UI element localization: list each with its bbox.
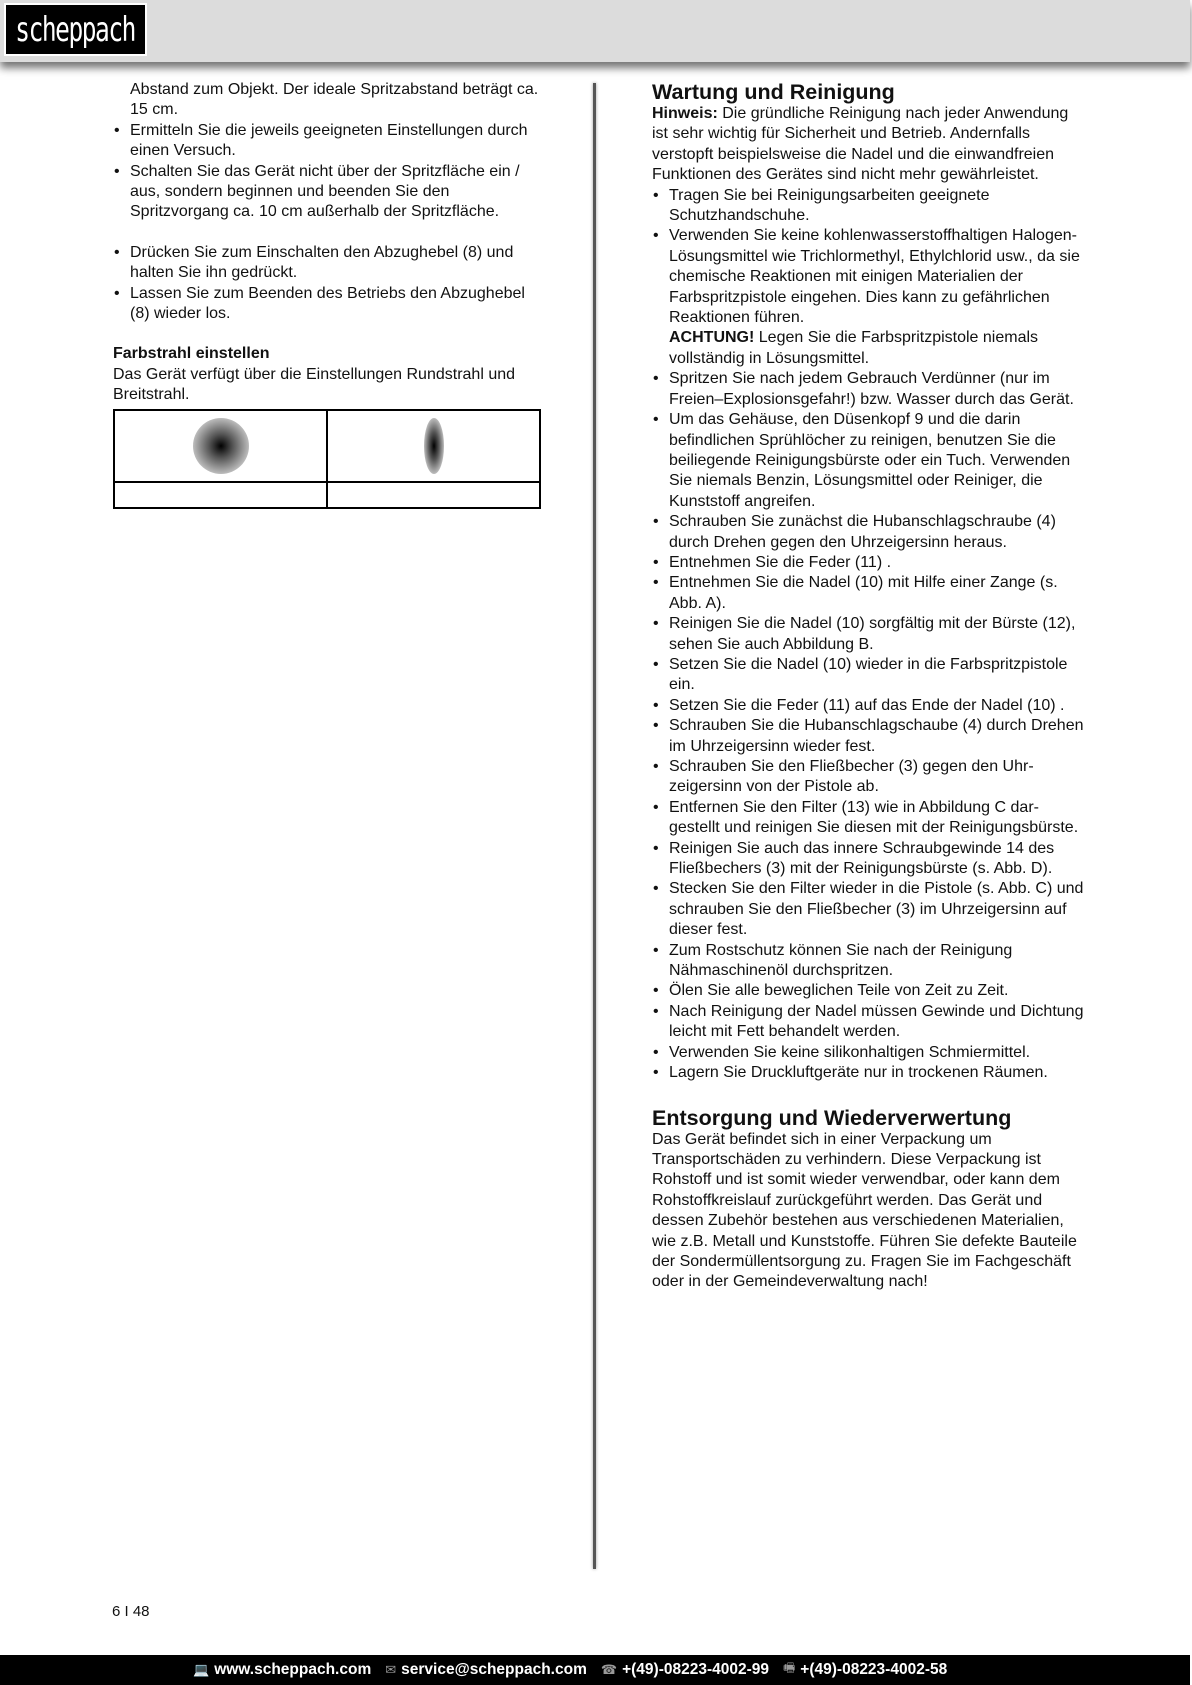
phone-icon: ☎ (600, 1662, 618, 1677)
list-item: • Schrauben Sie zunächst die Hubanschlagschraube (4) durch Drehen gegen den Uhrzeigersinn heraus. (652, 512, 1084, 553)
fax-icon: 🖷 (783, 1660, 796, 1675)
column-divider (593, 83, 596, 1569)
footer-bar (0, 1655, 1190, 1685)
mail-icon: ✉ (385, 1662, 397, 1677)
footer-fax: 🖷 +(49)-08223-4002-58 (783, 1659, 947, 1681)
list-item: • Drücken Sie zum Einschalten den Abzughebel (8) und halten Sie ihn gedrückt. (113, 243, 543, 284)
footer-email[interactable]: ✉ service@scheppach.com (385, 1661, 587, 1678)
list-item: • Ölen Sie alle beweglichen Teile von Zeit zu Zeit. (652, 981, 1084, 1001)
spray-cell-flat (327, 410, 540, 482)
list-item: • Setzen Sie die Feder (11) auf das Ende der Nadel (10) . (652, 696, 1084, 716)
list-item: • Stecken Sie den Filter wieder in die Pistole (s. Abb. C) und schrauben Sie den Fließbecher (3) im Uhrzeigersinn auf dieser fest. (652, 879, 1084, 940)
list-item: • Entfernen Sie den Filter (13) wie in Abbildung C dargestellt und reinigen Sie diesen mit der Reinigungsbürste. (652, 798, 1084, 839)
footer-website[interactable]: 💻 www.scheppach.com (193, 1661, 372, 1678)
list-item: • Reinigen Sie die Nadel (10) sorgfältig mit der Bürste (12), sehen Sie auch Abbildung B. (652, 614, 1084, 655)
right-column (652, 80, 1084, 1293)
page-header (0, 0, 1190, 62)
round-spray-pattern-icon (193, 418, 249, 474)
flat-spray-pattern-icon (424, 418, 444, 474)
bullet-list-a (113, 121, 543, 223)
note-text: Die gründliche Reinigung nach jeder Anwendung ist sehr wichtig für Sicherheit und Betrieb. Andernfalls verstopft beispielsweise die Nadel und die einwandfreien Funktionen des Gerätes sind nicht mehr gewährleistet. (652, 105, 1069, 184)
warning-label: ACHTUNG! (669, 329, 755, 347)
list-item: • Verwenden Sie keine kohlenwasserstoffhaltigen Halogen-Lösungsmittel wie Trichlormethyl, Ethylchlorid usw., da sie chemische Reaktionen mit einigen Materialien der Farbspritzpistole eingehen. Dies kann zu gefährlichen Reaktionen führen. ACHTUNG! Legen Sie die Farbspritzpistole niemals vollständig in Lösungsmittel. (652, 226, 1084, 369)
list-item: • Spritzen Sie nach jedem Gebrauch Verdünner (nur im Freien–Explosionsgefahr!) bzw. Wasser durch das Gerät. (652, 369, 1084, 410)
left-column (113, 80, 543, 509)
list-item: • Um das Gehäuse, den Düsenkopf 9 und die darin befindlichen Sprühlöcher zu reinigen, benutzen Sie die beiliegende Reinigungsbürste oder ein Tuch. Verwenden Sie niemals Benzin, Lösungsmittel oder Reiniger, die Kunststoff angreifen. (652, 410, 1084, 512)
warning-text: Legen Sie die Farbspritzpistole niemals vollständig in Lösungsmittel. (669, 329, 1039, 367)
list-item: • Lagern Sie Druckluftgeräte nur in trockenen Räumen. (652, 1063, 1084, 1083)
note-paragraph (652, 104, 1084, 186)
list-item: • Tragen Sie bei Reinigungsarbeiten geeignete Schutzhandschuhe. (652, 186, 1084, 227)
list-item: • Setzen Sie die Nadel (10) wieder in die Farbspritzpistole ein. (652, 655, 1084, 696)
computer-icon: 💻 (193, 1662, 210, 1677)
list-item: • Schrauben Sie den Fließbecher (3) gegen den Uhrzeigersinn von der Pistole ab. (652, 757, 1084, 798)
bullet-list-b (113, 243, 543, 325)
logo-text: scheppach (15, 9, 136, 50)
list-item: • Schalten Sie das Gerät nicht über der Spritzfläche ein / aus, sondern beginnen und beenden Sie den Spritzvorgang ca. 10 cm außerhalb der Spritzfläche. (113, 162, 543, 223)
footer-phone: ☎ +(49)-08223-4002-99 (600, 1661, 770, 1678)
section-title-entsorgung: Entsorgung und Wiederverwertung (652, 1105, 1012, 1130)
list-item: • Entnehmen Sie die Nadel (10) mit Hilfe einer Zange (s. Abb. A). (652, 573, 1084, 614)
spray-label-round (114, 482, 327, 508)
maintenance-list (652, 186, 1084, 1084)
page-number: 6 I 48 (112, 1603, 150, 1620)
section-title-wartung: Wartung und Reinigung (652, 80, 895, 104)
list-item: • Entnehmen Sie die Feder (11) . (652, 553, 1084, 573)
disposal-paragraph: Das Gerät befindet sich in einer Verpackung um Transportschäden zu verhindern. Diese Verpackung ist Rohstoff und ist somit wieder verwendbar, oder kann dem Rohstoffkreislauf zurückgeführt werden. Das Gerät und dessen Zubehör bestehen aus verschiedenen Materialien, wie z.B. Metall und Kunststoffe. Führen Sie defekte Bauteile der Sondermüllentsorgung zu. Fragen Sie im Fachgeschäft oder in der Gemeindeverwaltung nach! (652, 1130, 1077, 1291)
list-item: • Nach Reinigung der Nadel müssen Gewinde und Dichtung leicht mit Fett behandelt werden. (652, 1002, 1084, 1043)
continuation-text: Abstand zum Objekt. Der ideale Spritzabstand beträgt ca. 15 cm. (130, 81, 539, 119)
list-item: • Lassen Sie zum Beenden des Betriebs den Abzughebel (8) wieder los. (113, 284, 543, 325)
list-item: • Reinigen Sie auch das innere Schraubgewinde 14 des Fließbechers (3) mit der Reinigungsbürste (s. Abb. D). (652, 839, 1084, 880)
list-item: • Zum Rostschutz können Sie nach der Reinigung Nähmaschinenöl durchspritzen. (652, 941, 1084, 982)
list-item: • Verwenden Sie keine silikonhaltigen Schmiermittel. (652, 1043, 1084, 1063)
note-label: Hinweis: (652, 105, 718, 122)
list-item: • Schrauben Sie die Hubanschlagschaube (4) durch Drehen im Uhrzeigersinn wieder fest. (652, 716, 1084, 757)
spray-pattern-table (113, 409, 541, 509)
spray-cell-round (114, 410, 327, 482)
scheppach-logo (4, 3, 147, 56)
spray-label-flat (327, 482, 540, 508)
subheading-text: Das Gerät verfügt über die Einstellungen Rundstrahl und Breitstrahl. (113, 365, 516, 404)
subheading-farbstrahl: Farbstrahl einstellen (113, 345, 270, 363)
list-item: • Ermitteln Sie die jeweils geeigneten Einstellungen durch einen Versuch. (113, 121, 543, 162)
